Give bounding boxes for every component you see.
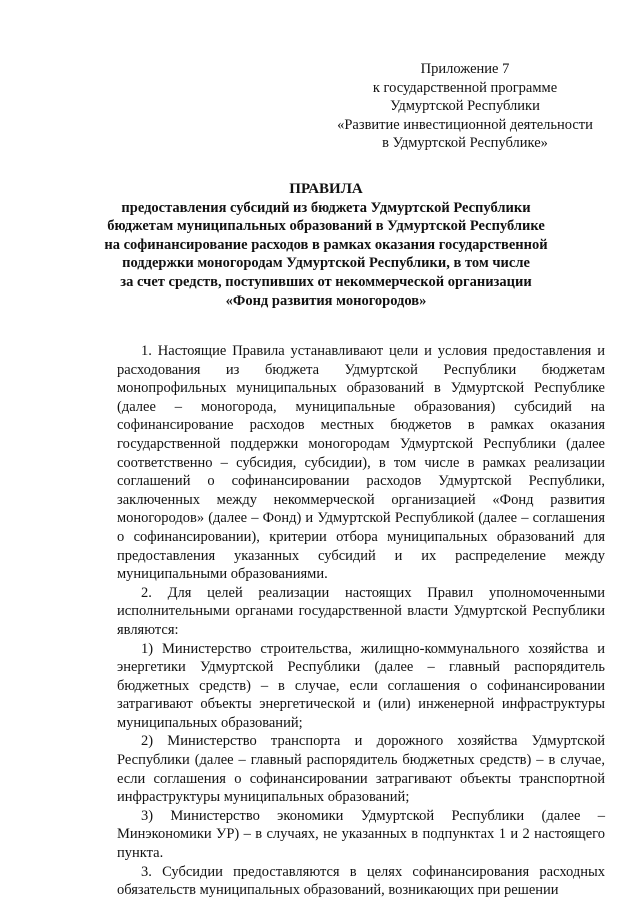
title-line: предоставления субсидий из бюджета Удмуртской Республики bbox=[121, 199, 531, 216]
title-line: «Фонд развития моногородов» bbox=[225, 292, 427, 309]
appendix-header bbox=[320, 60, 610, 153]
appendix-reference-line: в Удмуртской Республике» bbox=[382, 135, 548, 152]
appendix-reference-line: Удмуртской Республики bbox=[390, 98, 540, 115]
title-line: за счет средств, поступивших от некоммерческой организации bbox=[120, 273, 532, 290]
title-line: на софинансирование расходов в рамках оказания государственной bbox=[104, 236, 548, 253]
title-main: ПРАВИЛА bbox=[289, 181, 363, 197]
appendix-reference-line: «Развитие инвестиционной деятельности bbox=[337, 116, 593, 133]
paragraph: 1. Настоящие Правила устанавливают цели и условия предоставления и расходования из бюджета Удмуртской Республики бюджетам монопрофильных муниципальных образований в Удмуртской Республике (далее – моногорода, муниципальные образования) субсидий на софинансирование расходов местных бюджетов в рамках оказания государственной поддержки моногородам Удмуртской Республики (далее соответственно – субсидия, субсидии), в том числе в рамках реализации соглашений о софинансировании расходов Удмуртской Республики, заключенных между некоммерческой организацией «Фонд развития моногородов» (далее – Фонд) и Удмуртской Республикой (далее – соглашения о софинансировании), критерии отбора муниципальных образований для предоставления указанных субсидий и их распределение между муниципальными образованиями. bbox=[117, 343, 605, 583]
title-line: бюджетам муниципальных образований в Удмуртской Республике bbox=[107, 218, 545, 235]
paragraph: 2) Министерство транспорта и дорожного хозяйства Удмуртской Республики (далее – главный распорядитель бюджетных средств) – в случае, если соглашения о софинансировании затрагивают объекты транспортной инфраструктуры муниципальных образований; bbox=[117, 733, 605, 806]
paragraph: 2. Для целей реализации настоящих Правил уполномоченными исполнительными органами государственной власти Удмуртской Республики являются: bbox=[117, 584, 605, 638]
paragraph: 3) Министерство экономики Удмуртской Республики (далее – Минэкономики УР) – в случаях, не указанных в подпунктах 1 и 2 настоящего пункта. bbox=[117, 807, 605, 862]
appendix-reference-line: к государственной программе bbox=[372, 79, 558, 96]
title-line: поддержки моногородам Удмуртской Республики, в том числе bbox=[122, 255, 530, 272]
document-body bbox=[117, 342, 605, 900]
appendix-number: Приложение 7 bbox=[420, 61, 510, 77]
paragraph: 1) Министерство строительства, жилищно-коммунального хозяйства и энергетики Удмуртской Республики (далее – главный распорядитель бюджетных средств) – в случае, если соглашения о софинансировании затрагивают объекты энергетической и (или) инженерной инфраструктуры муниципальных образований; bbox=[117, 640, 605, 731]
document-title bbox=[40, 180, 612, 310]
paragraph: 3. Субсидии предоставляются в целях софинансирования расходных обязательств муниципальных образований, возникающих при решении bbox=[117, 863, 605, 899]
